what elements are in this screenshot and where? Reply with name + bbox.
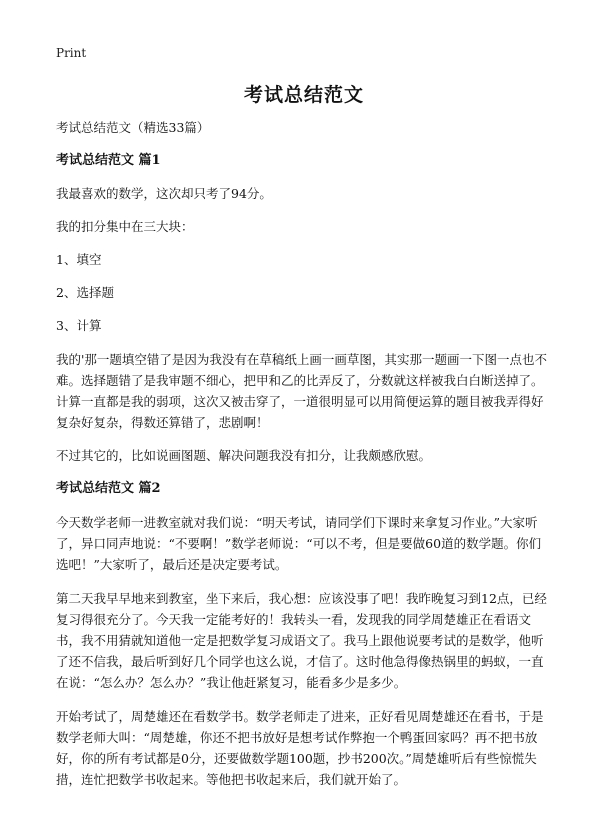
document-subtitle: 考试总结范文（精选33篇） [56,120,210,135]
section-heading-2: 考试总结范文 篇2 [56,481,161,496]
document-body [56,118,552,803]
paragraph: 我的'那一题填空错了是因为我没有在草稿纸上画一画草图，其实那一题画一下图一点也不难。选择题错了是我审题不细心，把甲和乙的比弄反了，分数就这样被我白白断送掉了。计算一直都是我的弱项，这次又被击穿了，一道很明显可以用简便运算的题目被我弄得好复杂好复杂，得数还算错了，悲剧啊！ [56,352,547,430]
print-label[interactable]: Print [56,46,87,60]
paragraph: 我的扣分集中在三大块： [56,219,194,234]
document-title: 考试总结范文 [243,84,364,106]
paragraph: 第二天我早早地来到教室，坐下来后，我心想：应该没事了吧！我昨晚复习到12点，已经复习得很充分了。今天我一定能考好的！我转头一看，发现我的同学周楚雄正在看语文书，我不用猜就知道他一定是把数学复习成语文了。我马上跟他说要考试的是数学，他听了还不信我，最后听到好几个同学也这么说，才信了。这时他急得像热锅里的蚂蚁，一直在说：“怎么办？怎么办？”我让他赶紧复习，能看多少是多少。 [56,591,547,690]
list-item: 1、填空 [56,252,102,267]
paragraph: 今天数学老师一进教室就对我们说：“明天考试，请同学们下课时来拿复习作业。”大家听了，异口同声地说：“不要啊！”数学老师说：“可以不考，但是要做60道的数学题。你们选吧！”大家听了，最后还是决定要考试。 [56,515,542,572]
list-item: 3、计算 [56,318,102,333]
paragraph: 我最喜欢的数学，这次却只考了94分。 [56,186,272,201]
paragraph: 不过其它的，比如说画图题、解决问题我没有扣分，让我颇感欣慰。 [56,448,432,463]
section-heading-1: 考试总结范文 篇1 [56,153,161,168]
paragraph: 开始考试了，周楚雄还在看数学书。数学老师走了进来，正好看见周楚雄还在看书，于是数学老师大叫：“周楚雄，你还不把书放好是想考试作弊抱一个鸭蛋回家吗？再不把书放好，你的所有考试都是0分，还要做数学题100题，抄书200次。”周楚雄听后有些惊慌失措，连忙把数学书收起来。等他把书收起来后，我们就开始了。 [56,709,544,787]
list-item: 2、选择题 [56,285,114,300]
